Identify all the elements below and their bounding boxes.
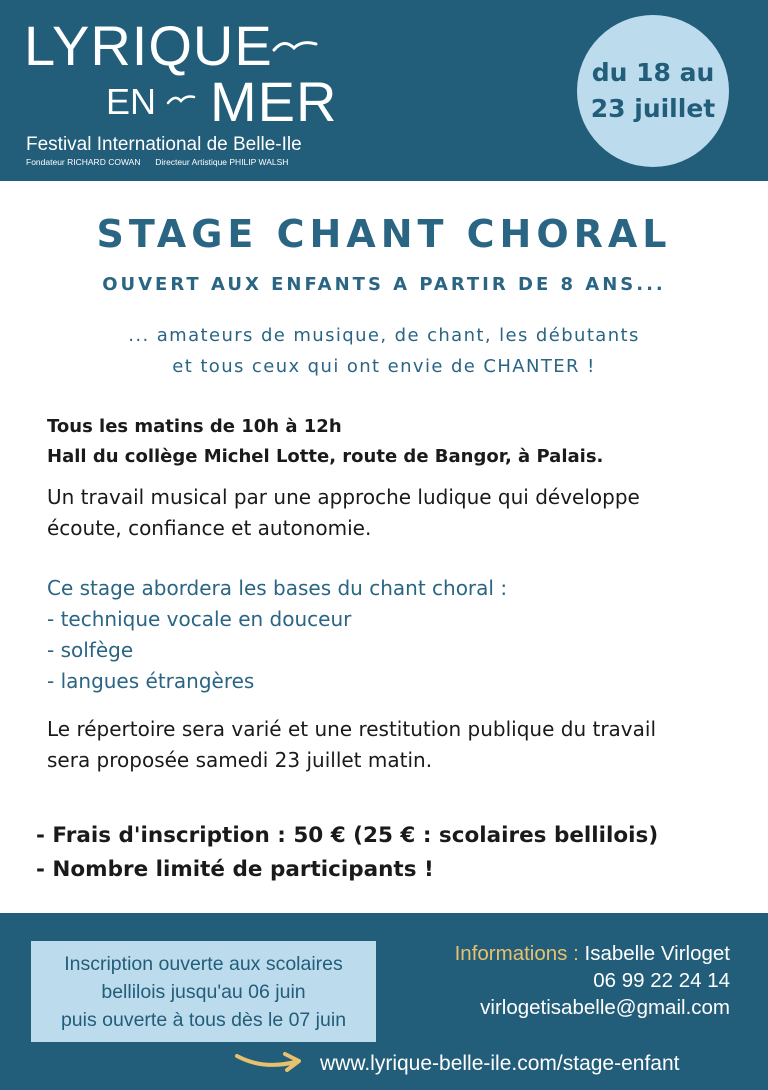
founders-line <box>26 157 288 167</box>
phone-number[interactable]: 06 99 22 24 14 <box>593 969 730 992</box>
fees-line: - Frais d'inscription : 50 € (25 € : scolaires bellilois) <box>36 823 659 848</box>
founder-text: Fondateur RICHARD COWAN <box>26 157 141 167</box>
date-badge <box>577 15 729 167</box>
repertoire-line-1: Le répertoire sera varié et une restitution publique du travail <box>47 717 657 741</box>
participants-line: - Nombre limité de participants ! <box>36 857 434 882</box>
contact-name: Isabelle Virloget <box>584 942 730 965</box>
intro-line-2: et tous ceux qui ont envie de CHANTER ! <box>172 356 596 377</box>
date-line-1: du 18 au <box>591 58 715 87</box>
inscription-line-2: bellilois jusqu'au 06 juin <box>101 980 306 1003</box>
inscription-line-3: puis ouverte à tous dès le 07 juin <box>60 1008 347 1031</box>
seagull-icon <box>166 92 196 106</box>
intro-line-1: ... amateurs de musique, de chant, les débutants <box>128 325 640 346</box>
festival-name: Festival International de Belle-Ile <box>26 134 302 155</box>
contact-info <box>455 940 730 1021</box>
logo-mer: MER <box>210 70 338 133</box>
logo-lyrique: LYRIQUE <box>24 14 273 77</box>
repertoire-paragraph <box>47 714 656 776</box>
page-subtitle: OUVERT AUX ENFANTS A PARTIR DE 8 ANS... <box>102 274 666 295</box>
website-link[interactable]: www.lyrique-belle-ile.com/stage-enfant <box>320 1052 680 1075</box>
fees-block <box>36 819 658 887</box>
page-title: STAGE CHANT CHORAL <box>96 212 672 256</box>
date-line-2: 23 juillet <box>590 94 716 123</box>
schedule-time: Tous les matins de 10h à 12h <box>47 416 342 437</box>
approach-line-1: Un travail musical par une approche ludique qui développe <box>47 485 640 509</box>
schedule-location: Hall du collège Michel Lotte, route de Bangor, à Palais. <box>47 446 604 467</box>
contact-name-line <box>455 940 730 967</box>
schedule-block <box>47 412 603 472</box>
logo-en: EN <box>106 81 157 122</box>
bases-heading: Ce stage abordera les bases du chant choral : <box>47 576 508 600</box>
seagull-icon <box>272 36 318 56</box>
info-label: Informations : <box>454 942 579 965</box>
approach-paragraph <box>47 482 640 544</box>
director-text: Directeur Artistique PHILIP WALSH <box>155 157 289 167</box>
repertoire-line-2: sera proposée samedi 23 juillet matin. <box>47 748 433 772</box>
email-link[interactable]: virlogetisabelle@gmail.com <box>480 996 730 1019</box>
arrow-right-icon <box>233 1048 305 1074</box>
bases-list <box>47 573 507 697</box>
inscription-box <box>31 941 376 1042</box>
list-item: - technique vocale en douceur <box>47 607 352 631</box>
intro-text <box>0 320 768 382</box>
approach-line-2: écoute, confiance et autonomie. <box>47 516 372 540</box>
list-item: - solfège <box>47 638 134 662</box>
list-item: - langues étrangères <box>47 669 255 693</box>
inscription-line-1: Inscription ouverte aux scolaires <box>64 952 343 975</box>
